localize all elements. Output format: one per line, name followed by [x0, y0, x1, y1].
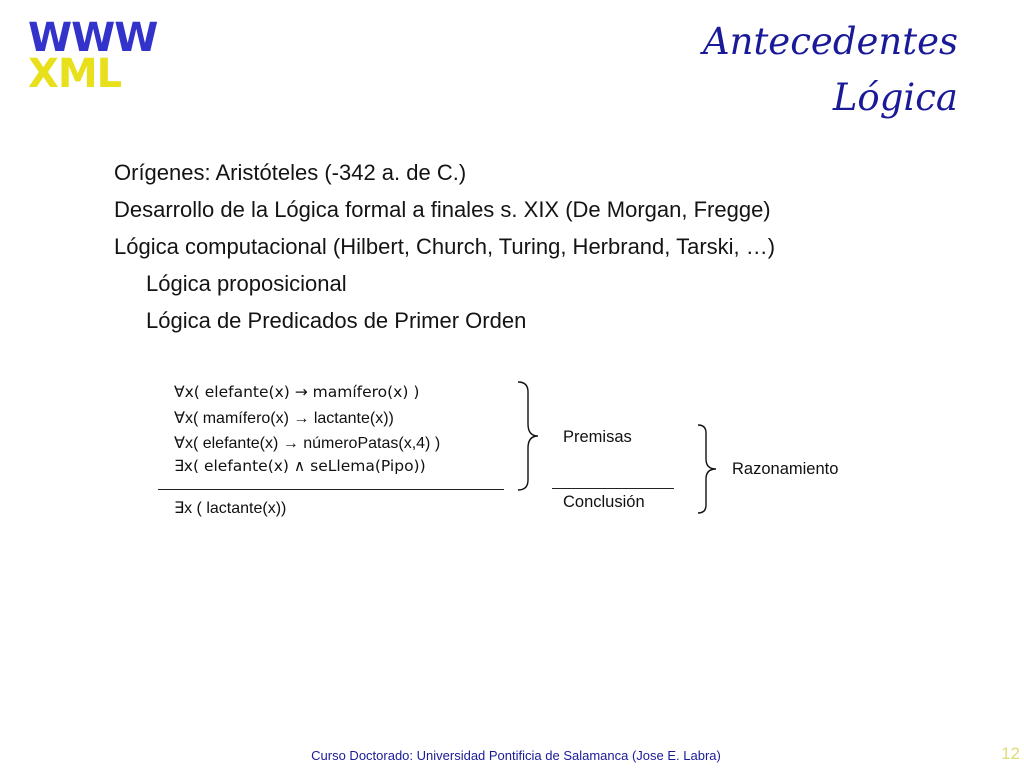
www-xml-logo	[28, 15, 158, 97]
bullet-origins: Orígenes: Aristóteles (-342 a. de C.)	[114, 160, 467, 185]
reasoning-brace	[694, 423, 724, 515]
premise-2: ∀x( mamífero(x) → lactante(x))	[174, 410, 394, 427]
premises-brace	[514, 380, 544, 492]
bullet-formal-logic: Desarrollo de la Lógica formal a finales s. XIX (De Morgan, Fregge)	[114, 197, 771, 222]
page-number: 12	[1001, 744, 1020, 763]
premise-3: ∀x( elefante(x) → númeroPatas(x,4) )	[174, 435, 441, 452]
logo-xml-text: XML	[28, 51, 122, 97]
bullet-list	[114, 154, 775, 339]
bullet-propositional-logic: Lógica proposicional	[146, 271, 347, 296]
bullet-computational-logic: Lógica computacional (Hilbert, Church, Turing, Herbrand, Tarski, …)	[114, 234, 776, 259]
slide-title-line-1: Antecedentes	[702, 20, 958, 63]
footer-text: Curso Doctorado: Universidad Pontificia de Salamanca (Jose E. Labra)	[311, 748, 721, 763]
bullet-predicate-logic: Lógica de Predicados de Primer Orden	[146, 308, 527, 333]
slide-title-line-2: Lógica	[832, 76, 958, 119]
conclusion-divider	[552, 488, 674, 489]
conclusion-formula: ∃x ( lactante(x))	[174, 500, 287, 517]
logo-www-text: WWW	[28, 15, 158, 61]
slide-title	[703, 14, 958, 126]
premises-label: Premisas	[563, 428, 632, 446]
conclusion-label: Conclusión	[563, 493, 645, 511]
premise-4: ∃x( elefante(x) ∧ seLlema(Pipo))	[174, 457, 426, 475]
premise-1: ∀x( elefante(x) → mamífero(x) )	[174, 383, 420, 401]
inference-line	[158, 489, 504, 490]
reasoning-label: Razonamiento	[732, 460, 839, 478]
